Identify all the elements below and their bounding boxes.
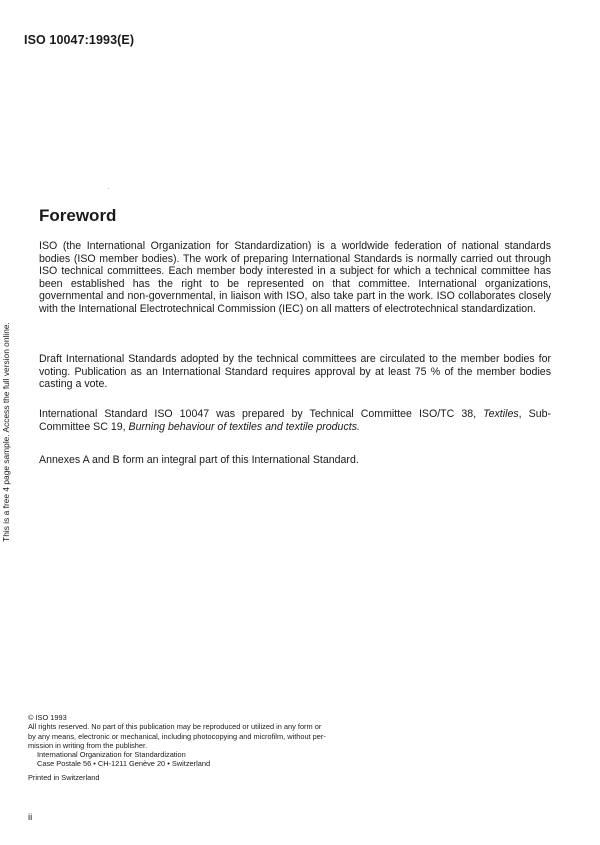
page-number: ii xyxy=(28,812,33,823)
copyright-line: © ISO 1993 xyxy=(28,713,67,722)
printed-location: Printed in Switzerland xyxy=(28,772,100,782)
foreword-paragraph-1: ISO (the International Organization for Standardization) is a worldwide federation of national standards bodies (ISO member bodies). The work of preparing International Standards is normally carried out through ISO technical committees. Each member body interested in a subject for which a technical committee has been established has the right to be represented on that committee. International organizations, governmental and non-governmental, in liaison with ISO, also take part in the work. ISO collaborates closely with the International Electrotechnical Commission (IEC) on all matters of electrotechnical standardization. xyxy=(39,240,551,315)
document-identifier: ISO 10047:1993(E) xyxy=(24,33,135,47)
paragraph-3-prefix: International Standard ISO 10047 was prepared by Technical Committee ISO/TC 38, xyxy=(39,408,484,420)
sample-watermark-text: This is a free 4 page sample. Access the full version online. xyxy=(1,322,11,542)
copyright-block xyxy=(28,713,568,782)
organization-address: Case Postale 56 • CH-1211 Genève 20 • Switzerland xyxy=(37,759,211,769)
foreword-paragraph-2: Draft International Standards adopted by the technical committees are circulated to the member bodies for voting. Publication as an International Standard requires approval by at least 75 % of the member bodies casting a vote. xyxy=(39,353,551,391)
organization-name: International Organization for Standardization xyxy=(37,750,186,760)
rights-line-2: by any means, electronic or mechanical, including photocopying and microfilm, without per- xyxy=(28,731,326,741)
foreword-paragraph-3 xyxy=(39,408,551,433)
rights-line-1: All rights reserved. No part of this publication may be reproduced or utilized in any form or xyxy=(28,722,322,732)
paragraph-3-mid: , Sub-Committee SC 19, xyxy=(39,408,551,433)
rights-line-3: mission in writing from the publisher. xyxy=(28,740,148,750)
sample-watermark xyxy=(0,322,12,542)
committee-name: Textiles xyxy=(483,408,519,420)
scan-speck xyxy=(108,188,109,189)
foreword-paragraph-4: Annexes A and B form an integral part of this International Standard. xyxy=(39,454,359,466)
subcommittee-subject: Burning behaviour of textiles and textile products. xyxy=(128,420,360,433)
foreword-heading: Foreword xyxy=(39,206,117,225)
